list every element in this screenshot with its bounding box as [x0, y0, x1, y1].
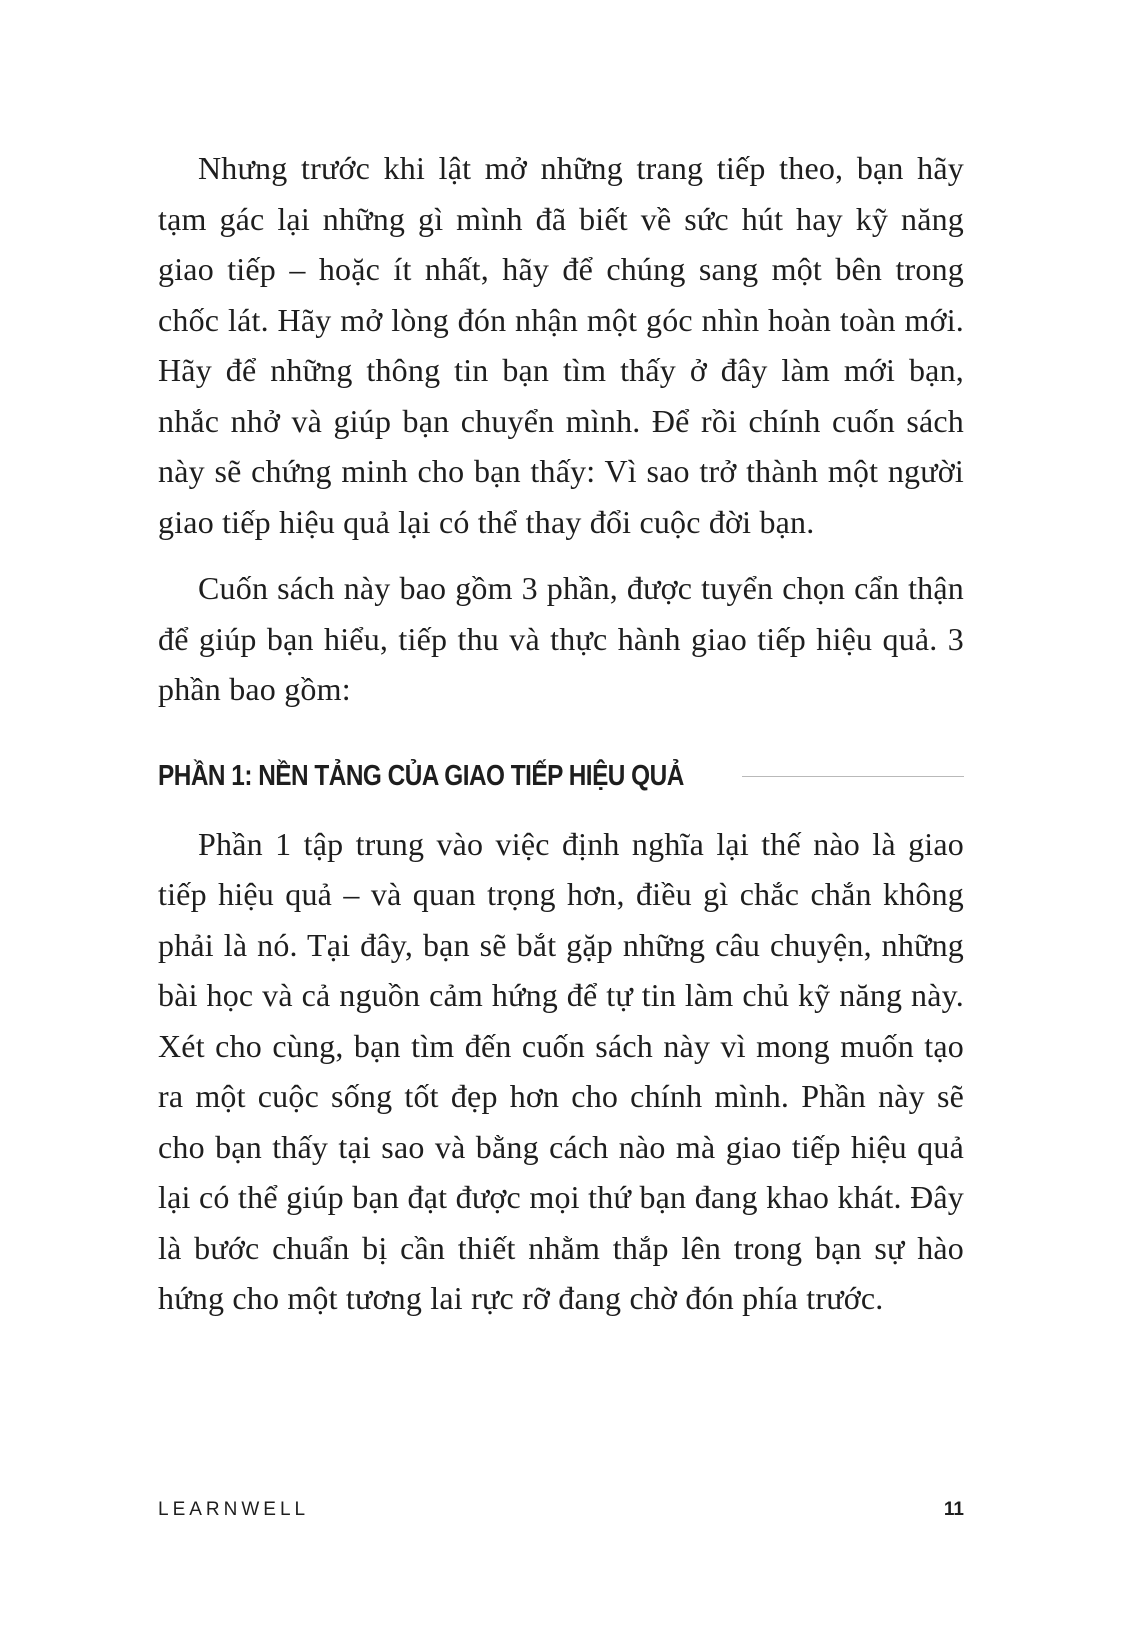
page-number: 11 — [943, 1499, 964, 1520]
body-paragraph-1: Nhưng trước khi lật mở những trang tiếp theo, bạn hãy tạm gác lại những gì mình đã biết về sức hút hay kỹ năng giao tiếp – hoặc ít nhất, hãy để chúng sang một bên trong chốc lát. Hãy mở lòng đón nhận một góc nhìn hoàn toàn mới. Hãy để những thông tin bạn tìm thấy ở đây làm mới bạn, nhắc nhở và giúp bạn chuyển mình. Để rồi chính cuốn sách này sẽ chứng minh cho bạn thấy: Vì sao trở thành một người giao tiếp hiệu quả lại có thể thay đổi cuộc đời bạn. — [158, 150, 964, 540]
publisher-name: LEARNWELL — [158, 1499, 310, 1520]
section-divider — [742, 776, 964, 777]
section-title: PHẦN 1: NỀN TẢNG CỦA GIAO TIẾP HIỆU QUẢ — [158, 760, 684, 792]
body-paragraph-2: Cuốn sách này bao gồm 3 phần, được tuyển chọn cẩn thận để giúp bạn hiểu, tiếp thu và thực hành giao tiếp hiệu quả. 3 phần bao gồm: — [158, 570, 964, 707]
section-heading — [158, 757, 964, 797]
page-content — [158, 143, 964, 1324]
section-paragraph: Phần 1 tập trung vào việc định nghĩa lại thế nào là giao tiếp hiệu quả – và quan trọng hơn, điều gì chắc chắn không phải là nó. Tại đây, bạn sẽ bắt gặp những câu chuyện, những bài học và cả nguồn cảm hứng để tự tin làm chủ kỹ năng này. Xét cho cùng, bạn tìm đến cuốn sách này vì mong muốn tạo ra một cuộc sống tốt đẹp hơn cho chính mình. Phần này sẽ cho bạn thấy tại sao và bằng cách nào mà giao tiếp hiệu quả lại có thể giúp bạn đạt được mọi thứ bạn đang khao khát. Đây là bước chuẩn bị cần thiết nhằm thắp lên trong bạn sự hào hứng cho một tương lai rực rỡ đang chờ đón phía trước. — [158, 825, 964, 1316]
page-footer — [158, 1499, 964, 1521]
